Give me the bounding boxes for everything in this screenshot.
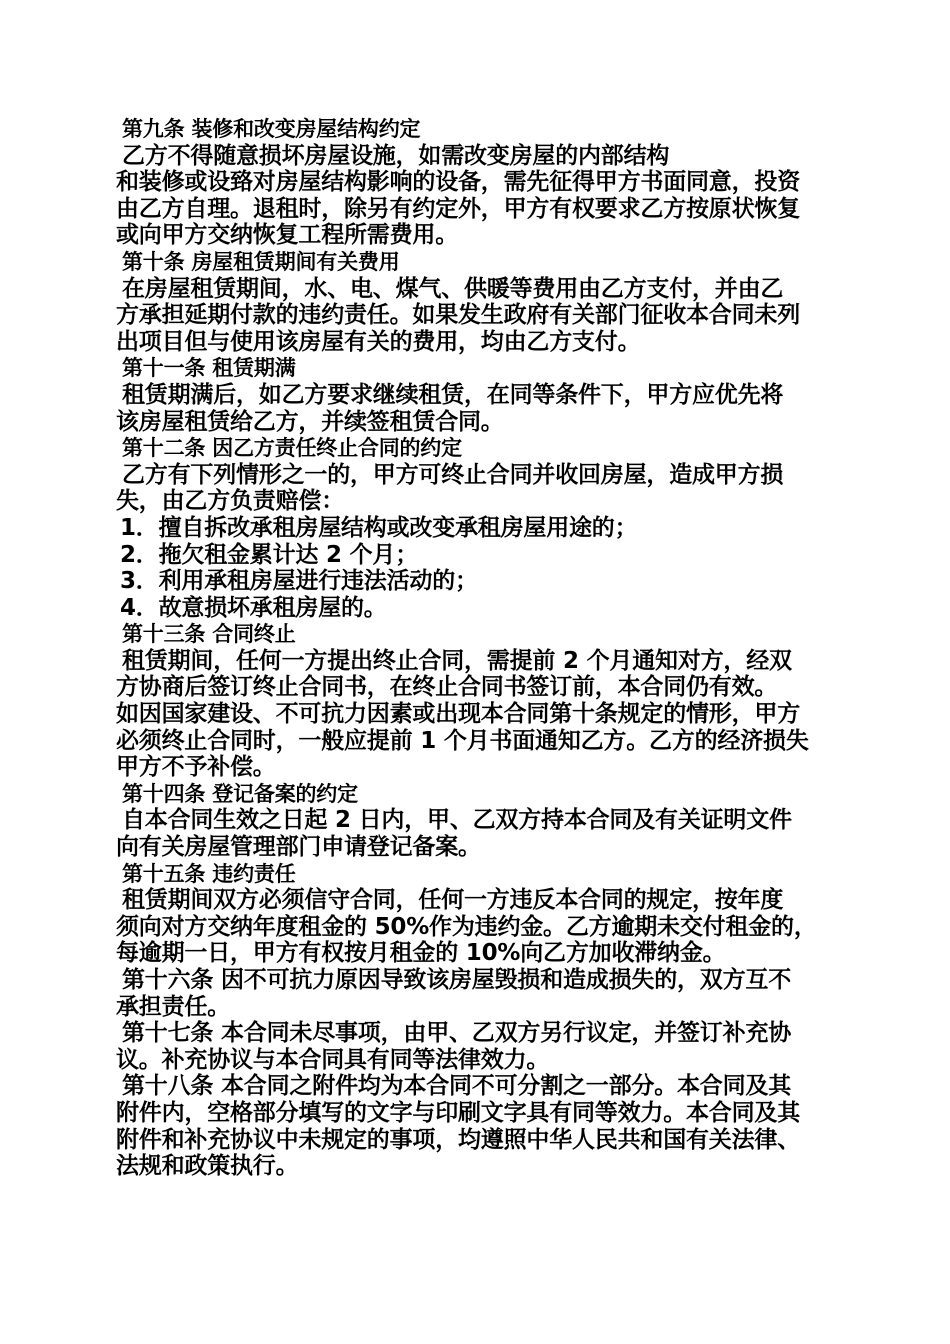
article-15-line: 每逾期一日，甲方有权按月租金的 10%向乙方加收滞纳金。 <box>116 940 726 967</box>
article-13-line: 甲方不予补偿。 <box>116 754 276 781</box>
article-10-line: 出项目但与使用该房屋有关的费用，均由乙方支付。 <box>116 328 641 355</box>
article-13-line: 如因国家建设、不可抗力因素或出现本合同第十条规定的情形，甲方 <box>116 701 801 728</box>
article-15-heading: 第十五条 违约责任 <box>122 861 296 886</box>
article-10-heading: 第十条 房屋租赁期间有关费用 <box>122 249 400 274</box>
article-13-line: 租赁期间，任何一方提出终止合同，需提前 2 个月通知对方，经双 <box>122 647 792 674</box>
article-9-heading: 第九条 装修和改变房屋结构约定 <box>122 117 421 141</box>
article-18-line: 法规和政策执行。 <box>116 1153 299 1180</box>
article-11-line: 该房屋租赁给乙方，并续签租赁合同。 <box>116 408 504 435</box>
article-12-line: 乙方有下列情形之一的，甲方可终止合同并收回房屋，造成甲方损 <box>122 461 784 488</box>
article-16-line: 第十六条 因不可抗力原因导致该房屋毁损和造成损失的，双方互不 <box>122 967 792 993</box>
article-14-line: 自本合同生效之日起 2 日内，甲、乙双方持本合同及有关证明文件 <box>122 807 792 834</box>
article-12-line: 失，由乙方负责赔偿： <box>116 488 345 515</box>
article-11-line: 租赁期满后，如乙方要求继续租赁，在同等条件下，甲方应优先将 <box>122 381 784 408</box>
article-9-line: 由乙方自理。退租时，除另有约定外，甲方有权要求乙方按原状恢复 <box>116 195 801 222</box>
article-9-line: 乙方不得随意损坏房屋设施，如需改变房屋的内部结构 <box>122 142 670 169</box>
article-12-list-item: 4．故意损坏承租房屋的。 <box>120 594 387 621</box>
article-15-line: 须向对方交纳年度租金的 50%作为违约金。乙方逾期未交付租金的， <box>116 913 817 940</box>
article-18-line: 附件和补充协议中未规定的事项，均遵照中华人民共和国有关法律、 <box>116 1126 801 1153</box>
article-12-list-item: 1．擅自拆改承租房屋结构或改变承租房屋用途的； <box>120 514 638 541</box>
article-14-line: 向有关房屋管理部门申请登记备案。 <box>116 834 481 861</box>
article-17-line: 第十七条 本合同未尽事项，由甲、乙双方另行议定，并签订补充协 <box>122 1020 792 1047</box>
article-12-list-item: 3．利用承租房屋进行违法活动的； <box>120 568 478 595</box>
article-12-list-item: 2．拖欠租金累计达 2 个月； <box>120 541 419 568</box>
article-9-line: 和装修或设臵对房屋结构影响的设备，需先征得甲方书面同意，投资 <box>116 169 801 196</box>
article-18-line: 第十八条 本合同之附件均为本合同不可分割之一部分。本合同及其 <box>122 1073 792 1100</box>
article-13-line: 方协商后签订终止合同书，在终止合同书签订前，本合同仍有效。 <box>116 674 778 701</box>
article-11-heading: 第十一条 租赁期满 <box>122 356 296 381</box>
article-18-line: 附件内，空格部分填写的文字与印刷文字具有同等效力。本合同及其 <box>116 1099 801 1126</box>
article-12-heading: 第十二条 因乙方责任终止合同的约定 <box>122 436 462 461</box>
article-10-line: 方承担延期付款的违约责任。如果发生政府有关部门征收本合同未列 <box>116 302 801 329</box>
article-15-line: 租赁期间双方必须信守合同，任何一方违反本合同的规定，按年度 <box>122 887 784 914</box>
article-17-line: 议。补充协议与本合同具有同等法律效力。 <box>116 1046 550 1073</box>
article-16-line: 承担责任。 <box>116 993 231 1020</box>
article-9-line: 或向甲方交纳恢复工程所需费用。 <box>116 222 459 249</box>
article-14-heading: 第十四条 登记备案的约定 <box>122 781 358 806</box>
article-10-line: 在房屋租赁期间，水、电、煤气、供暖等费用由乙方支付，并由乙 <box>122 275 784 302</box>
document-body <box>116 116 838 1180</box>
article-13-heading: 第十三条 合同终止 <box>122 622 296 647</box>
article-13-line: 必须终止合同时，一般应提前 1 个月书面通知乙方。乙方的经济损失 <box>116 727 809 754</box>
